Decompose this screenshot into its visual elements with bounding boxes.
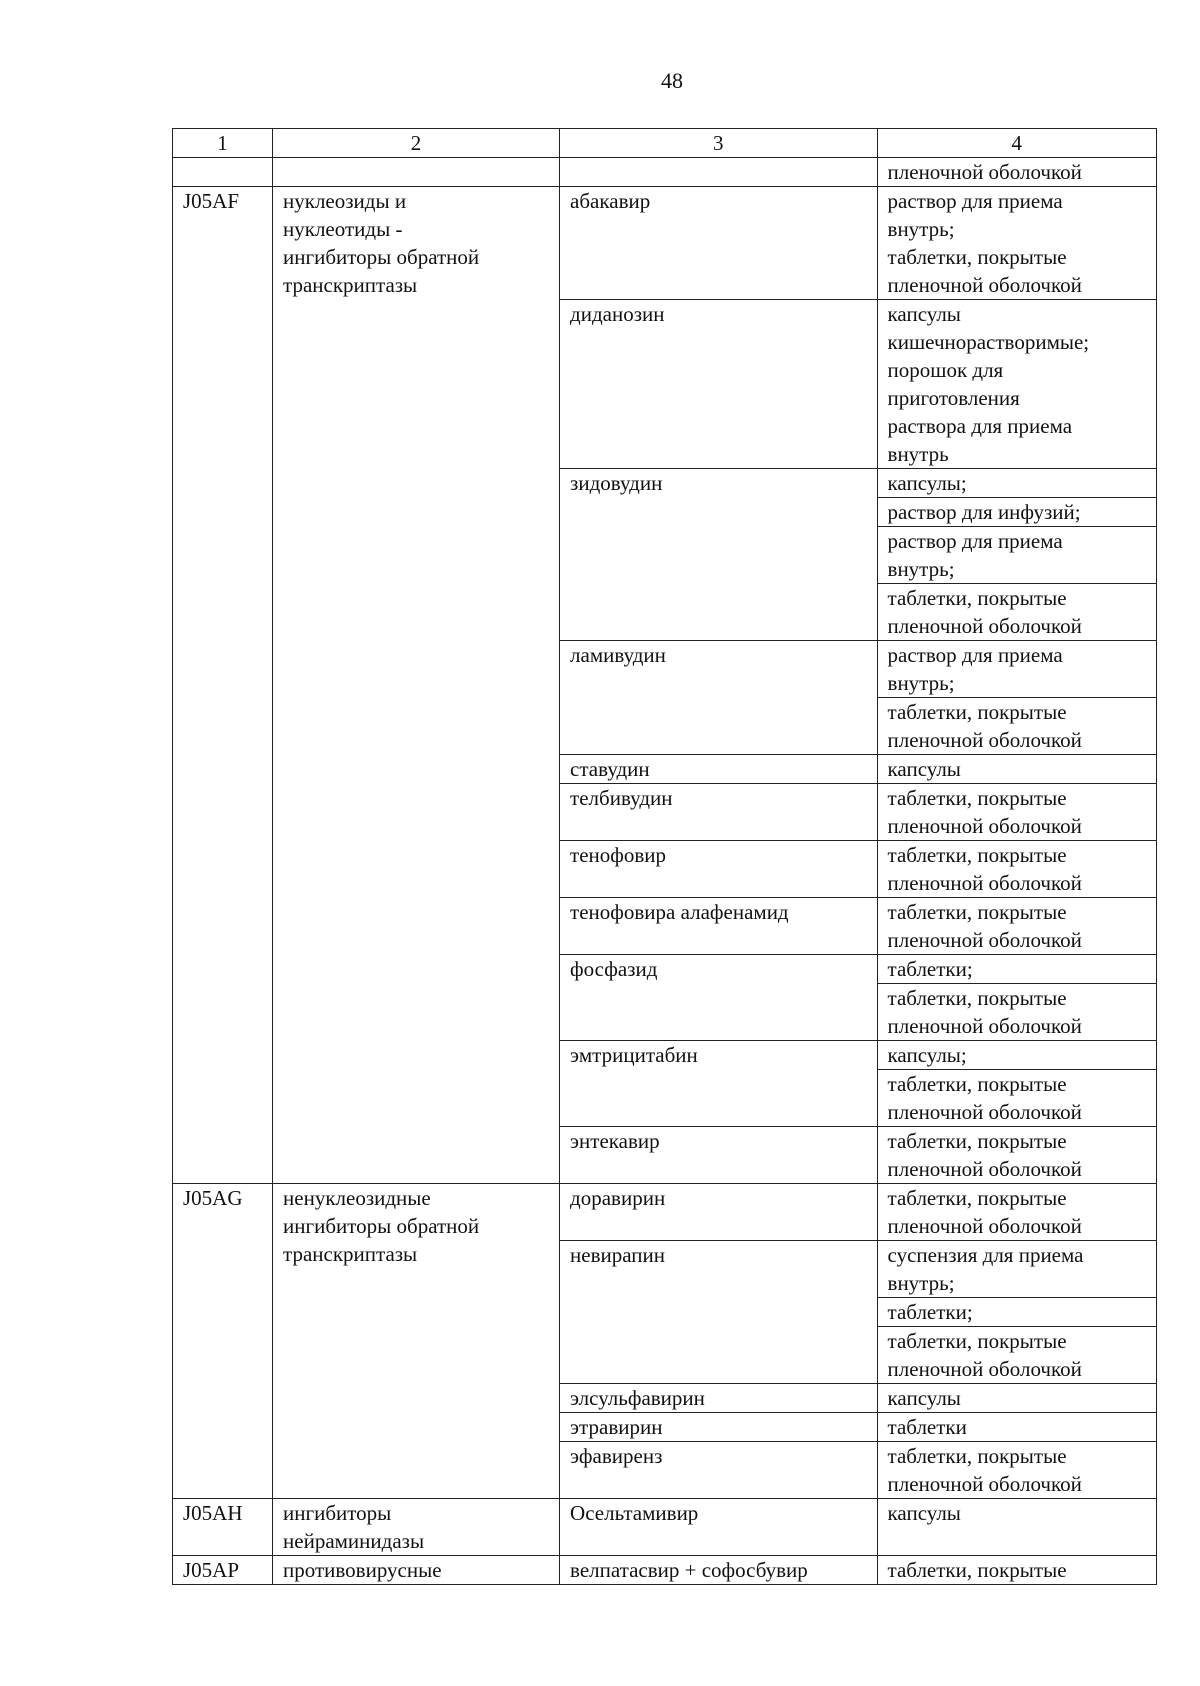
drug-cell: ставудин (560, 755, 877, 784)
drug-cell: Осельтамивир (560, 1499, 877, 1556)
form-line: таблетки, покрытые (887, 700, 1067, 724)
drug-table (172, 128, 1157, 1585)
drug-cell: тенофовир (560, 841, 877, 898)
form-cell (877, 1127, 1156, 1184)
drug-cell: фосфазид (560, 955, 877, 1041)
code-cell: J05AG (173, 1184, 273, 1499)
drug-cell: этравирин (560, 1413, 877, 1442)
form-line: пленочной оболочкой (887, 814, 1082, 838)
group-line: нейраминидазы (283, 1529, 425, 1553)
form-cell (877, 1556, 1156, 1585)
group-line: противовирусные (283, 1558, 442, 1582)
form-cell (877, 1184, 1156, 1241)
form-cell (877, 1241, 1156, 1298)
form-line: капсулы (887, 1386, 961, 1410)
drug-cell (560, 158, 877, 187)
group-line: ингибиторы обратной (283, 1214, 480, 1238)
group-line: ненуклеозидные (283, 1186, 431, 1210)
form-line: таблетки, покрытые (887, 786, 1067, 810)
group-cell (273, 187, 560, 1184)
code-cell: J05AP (173, 1556, 273, 1585)
code-cell: J05AF (173, 187, 273, 1184)
form-line: порошок для (887, 358, 1004, 382)
form-cell (877, 1327, 1156, 1384)
drug-cell: элсульфавирин (560, 1384, 877, 1413)
form-line: приготовления (887, 386, 1020, 410)
drug-cell: доравирин (560, 1184, 877, 1241)
form-cell (877, 698, 1156, 755)
form-cell (877, 984, 1156, 1041)
form-line: пленочной оболочкой (887, 728, 1082, 752)
drug-cell: абакавир (560, 187, 877, 300)
group-line: нуклеозиды и (283, 189, 407, 213)
group-cell (273, 1184, 560, 1499)
form-line: таблетки, покрытые (887, 1186, 1067, 1210)
form-line: пленочной оболочкой (887, 614, 1082, 638)
form-cell (877, 1041, 1156, 1070)
form-line: капсулы (887, 302, 961, 326)
header-col-3: 3 (560, 129, 877, 158)
form-cell (877, 1499, 1156, 1556)
form-line: пленочной оболочкой (887, 871, 1082, 895)
form-cell (877, 187, 1156, 300)
form-cell (877, 1070, 1156, 1127)
form-line: таблетки, покрытые (887, 586, 1067, 610)
form-line: капсулы; (887, 471, 967, 495)
drug-cell: телбивудин (560, 784, 877, 841)
form-line: раствор для приема (887, 189, 1063, 213)
form-line: внутрь (887, 442, 949, 466)
table-row (173, 1184, 1157, 1241)
drug-cell: невирапин (560, 1241, 877, 1384)
form-cell (877, 841, 1156, 898)
drug-cell: тенофовира алафенамид (560, 898, 877, 955)
group-line: ингибиторы (283, 1501, 392, 1525)
form-line: внутрь; (887, 557, 955, 581)
drug-cell: велпатасвир + софосбувир (560, 1556, 877, 1585)
form-cell (877, 1384, 1156, 1413)
drug-cell: энтекавир (560, 1127, 877, 1184)
code-cell: J05AH (173, 1499, 273, 1556)
form-cell (877, 498, 1156, 527)
drug-cell: диданозин (560, 300, 877, 469)
form-line: пленочной оболочкой (887, 1100, 1082, 1124)
form-line: таблетки, покрытые (887, 245, 1067, 269)
form-line: пленочной оболочкой (887, 1157, 1082, 1181)
group-line: транскриптазы (283, 1242, 418, 1266)
drug-cell: ламивудин (560, 641, 877, 755)
form-cell (877, 784, 1156, 841)
page-number: 48 (661, 68, 683, 93)
header-col-2: 2 (273, 129, 560, 158)
form-line: капсулы; (887, 1043, 967, 1067)
header-col-4: 4 (877, 129, 1156, 158)
form-cell (877, 300, 1156, 469)
table-row (173, 158, 1157, 187)
form-line: капсулы (887, 757, 961, 781)
form-line: таблетки; (887, 957, 973, 981)
form-line: таблетки, покрытые (887, 986, 1067, 1010)
form-line: пленочной оболочкой (887, 273, 1082, 297)
table-row (173, 1499, 1157, 1556)
drug-cell: эмтрицитабин (560, 1041, 877, 1127)
form-cell (877, 158, 1156, 187)
group-line: транскриптазы (283, 273, 418, 297)
form-line: пленочной оболочкой (887, 160, 1082, 184)
form-line: пленочной оболочкой (887, 1472, 1082, 1496)
form-line: таблетки, покрытые (887, 1129, 1067, 1153)
form-cell (877, 584, 1156, 641)
form-line: раствора для приема (887, 414, 1073, 438)
form-line: таблетки, покрытые (887, 1329, 1067, 1353)
form-cell (877, 755, 1156, 784)
form-cell (877, 1442, 1156, 1499)
form-line: таблетки (887, 1415, 967, 1439)
form-line: таблетки; (887, 1300, 973, 1324)
group-cell (273, 158, 560, 187)
form-line: таблетки, покрытые (887, 1558, 1067, 1582)
form-line: внутрь; (887, 217, 955, 241)
form-line: пленочной оболочкой (887, 1014, 1082, 1038)
form-cell (877, 1298, 1156, 1327)
form-line: пленочной оболочкой (887, 1214, 1082, 1238)
header-col-1: 1 (173, 129, 273, 158)
table-row (173, 187, 1157, 300)
form-line: внутрь; (887, 671, 955, 695)
form-line: пленочной оболочкой (887, 928, 1082, 952)
form-line: раствор для приема (887, 529, 1063, 553)
group-cell (273, 1499, 560, 1556)
form-cell (877, 527, 1156, 584)
table-row (173, 1556, 1157, 1585)
form-line: таблетки, покрытые (887, 1072, 1067, 1096)
group-line: нуклеотиды - (283, 217, 403, 241)
form-line: капсулы (887, 1501, 961, 1525)
form-line: раствор для приема (887, 643, 1063, 667)
header-row (173, 129, 1157, 158)
form-line: пленочной оболочкой (887, 1357, 1082, 1381)
group-line: ингибиторы обратной (283, 245, 480, 269)
form-line: таблетки, покрытые (887, 843, 1067, 867)
form-cell (877, 955, 1156, 984)
form-line: суспензия для приема (887, 1243, 1084, 1267)
group-cell (273, 1556, 560, 1585)
code-cell (173, 158, 273, 187)
form-line: внутрь; (887, 1271, 955, 1295)
form-line: таблетки, покрытые (887, 1444, 1067, 1468)
form-line: раствор для инфузий; (887, 500, 1081, 524)
form-cell (877, 641, 1156, 698)
form-line: кишечнорастворимые; (887, 330, 1090, 354)
form-cell (877, 469, 1156, 498)
drug-cell: эфавиренз (560, 1442, 877, 1499)
form-cell (877, 1413, 1156, 1442)
form-line: таблетки, покрытые (887, 900, 1067, 924)
form-cell (877, 898, 1156, 955)
drug-cell: зидовудин (560, 469, 877, 641)
